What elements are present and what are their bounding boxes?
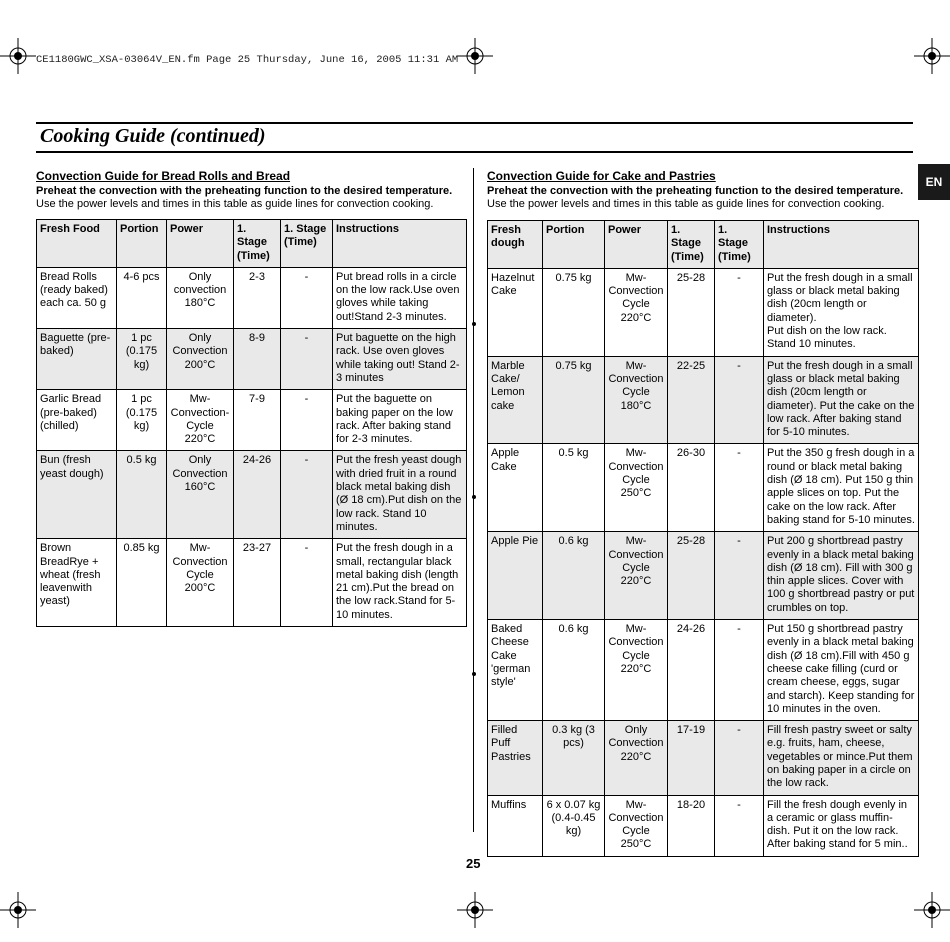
stage-time-cell: - [281,390,333,451]
food-cell: Baked Cheese Cake 'german style' [488,620,543,721]
instructions-cell: Put 150 g shortbread pastry evenly in a black metal baking dish (Ø 18 cm).Fill with 450 g cheese cake filling (curd or cream cheese, eggs, sugar and starch). Keep standing for 10 minutes in the oven. [764,620,919,721]
power-cell: Only Convection 200°C [167,329,234,390]
section-note: Use the power levels and times in this table as guide lines for convection cooking. [36,198,434,210]
stage-time-cell: 26-30 [668,444,715,532]
stage-time-cell: - [715,620,764,721]
column-header: Fresh dough [488,221,543,269]
bread-guide-section [36,169,466,627]
stage-time-cell: 23-27 [234,539,281,627]
stage-time-cell: 17-19 [668,721,715,795]
stage-time-cell: 25-28 [668,532,715,620]
instructions-cell: Put the fresh yeast dough with dried fruit in a round black metal baking dish (Ø 18 cm).Put dish on the low rack. Stand 10 minutes. [333,451,467,539]
power-cell: Mw-Convection Cycle 220°C [605,620,668,721]
language-tab: EN [918,164,950,200]
table-row [488,620,919,721]
bullet-dot [472,322,476,326]
stage-time-cell: - [281,329,333,390]
column-header: Instructions [764,221,919,269]
title-rule [36,122,913,124]
column-header: 1. Stage (Time) [281,220,333,268]
food-cell: Apple Pie [488,532,543,620]
portion-cell: 6 x 0.07 kg (0.4-0.45 kg) [543,795,605,856]
instructions-cell: Put the fresh dough in a small, rectangular black metal baking dish (length 21 cm).Put the bread on the low rack.Stand for 5-10 minutes. [333,539,467,627]
power-cell: Only Convection 160°C [167,451,234,539]
registration-mark-icon [914,892,950,928]
table-row [488,444,919,532]
stage-time-cell: - [715,532,764,620]
title-rule [36,151,913,153]
food-cell: Bread Rolls (ready baked) each ca. 50 g [37,267,117,328]
instructions-cell: Put bread rolls in a circle on the low rack.Use oven gloves while taking out!Stand 2-3 minutes. [333,267,467,328]
food-cell: Hazelnut Cake [488,268,543,356]
table-row [488,268,919,356]
portion-cell: 0.6 kg [543,532,605,620]
stage-time-cell: - [715,356,764,444]
stage-time-cell: - [715,721,764,795]
section-note: Use the power levels and times in this table as guide lines for convection cooking. [487,198,885,210]
column-header: 1. Stage (Time) [234,220,281,268]
stage-time-cell: 24-26 [668,620,715,721]
column-divider [473,168,474,832]
instructions-cell: Put the 350 g fresh dough in a round or black metal baking dish (Ø 18 cm). Put 150 g thin apple slices on top. Put the cake on the low rack. After baking stand for 5-10 minutes. [764,444,919,532]
instructions-cell: Fill the fresh dough evenly in a ceramic or glass muffin-dish. Put it on the low rack. After baking stand for 5 min.. [764,795,919,856]
column-header: Portion [543,221,605,269]
food-cell: Garlic Bread (pre-baked) (chilled) [37,390,117,451]
portion-cell: 1 pc (0.175 kg) [117,390,167,451]
page-number: 25 [466,856,481,871]
power-cell: Mw-Convection Cycle 220°C [605,532,668,620]
stage-time-cell: - [281,267,333,328]
stage-time-cell: - [715,795,764,856]
stage-time-cell: 18-20 [668,795,715,856]
portion-cell: 0.6 kg [543,620,605,721]
table-row [37,539,467,627]
bread-guide-table [36,219,467,627]
stage-time-cell: 22-25 [668,356,715,444]
table-row [37,390,467,451]
power-cell: Mw-Convection Cycle 180°C [605,356,668,444]
column-header: Portion [117,220,167,268]
table-header-row [37,220,467,268]
section-subtitle: Preheat the convection with the preheating function to the desired temperature. [36,185,453,197]
registration-mark-icon [0,892,36,928]
instructions-cell: Put the fresh dough in a small glass or black metal baking dish (20cm length or diameter). Put the cake on the low rack. After baking stand for 5-10 minutes. [764,356,919,444]
table-row [37,329,467,390]
stage-time-cell: 8-9 [234,329,281,390]
stage-time-cell: 2-3 [234,267,281,328]
stage-time-cell: - [281,539,333,627]
food-cell: Baguette (pre-baked) [37,329,117,390]
instructions-cell: Put baguette on the high rack. Use oven gloves while taking out! Stand 2-3 minutes [333,329,467,390]
stage-time-cell: 25-28 [668,268,715,356]
cake-guide-table [487,220,919,857]
power-cell: Mw-Convection Cycle 200°C [167,539,234,627]
portion-cell: 0.5 kg [543,444,605,532]
food-cell: Brown BreadRye + wheat (fresh leavenwith yeast) [37,539,117,627]
power-cell: Mw-Convection-Cycle 220°C [167,390,234,451]
table-row [488,532,919,620]
registration-mark-icon [457,892,493,928]
power-cell: Mw-Convection Cycle 250°C [605,795,668,856]
column-header: 1. Stage (Time) [715,221,764,269]
power-cell: Only convection 180°C [167,267,234,328]
registration-mark-icon [914,38,950,74]
instructions-cell: Put the fresh dough in a small glass or black metal baking dish (20cm length or diameter). Put dish on the low rack. Stand 10 minutes. [764,268,919,356]
section-title: Convection Guide for Cake and Pastries [487,169,716,183]
stage-time-cell: 7-9 [234,390,281,451]
instructions-cell: Put 200 g shortbread pastry evenly in a black metal baking dish (Ø 18 cm). Fill with 300 g thin apple slices. Cover with 100 g shortbread pastry or put crumbles on top. [764,532,919,620]
power-cell: Mw-Convection Cycle 250°C [605,444,668,532]
portion-cell: 4-6 pcs [117,267,167,328]
table-row [37,267,467,328]
portion-cell: 0.3 kg (3 pcs) [543,721,605,795]
bullet-dot [472,672,476,676]
registration-mark-icon [457,38,493,74]
file-header: CE1180GWC_XSA-03064V_EN.fm Page 25 Thursday, June 16, 2005 11:31 AM [36,54,459,66]
portion-cell: 0.75 kg [543,356,605,444]
power-cell: Only Convection 220°C [605,721,668,795]
column-header: Power [167,220,234,268]
food-cell: Filled Puff Pastries [488,721,543,795]
bullet-dot [472,495,476,499]
portion-cell: 1 pc (0.175 kg) [117,329,167,390]
column-header: 1. Stage (Time) [668,221,715,269]
power-cell: Mw-Convection Cycle 220°C [605,268,668,356]
page-title: Cooking Guide (continued) [40,125,266,147]
stage-time-cell: 24-26 [234,451,281,539]
stage-time-cell: - [715,444,764,532]
column-header: Instructions [333,220,467,268]
stage-time-cell: - [715,268,764,356]
food-cell: Muffins [488,795,543,856]
table-row [488,721,919,795]
section-title: Convection Guide for Bread Rolls and Bread [36,169,291,183]
portion-cell: 0.75 kg [543,268,605,356]
cake-guide-section [487,169,918,857]
table-row [37,451,467,539]
instructions-cell: Fill fresh pastry sweet or salty e.g. fruits, ham, cheese, vegetables or mince.Put them on baking paper in a circle on the low rack. [764,721,919,795]
portion-cell: 0.5 kg [117,451,167,539]
portion-cell: 0.85 kg [117,539,167,627]
column-header: Fresh Food [37,220,117,268]
food-cell: Bun (fresh yeast dough) [37,451,117,539]
food-cell: Apple Cake [488,444,543,532]
table-header-row [488,221,919,269]
column-header: Power [605,221,668,269]
registration-mark-icon [0,38,36,74]
food-cell: Marble Cake/ Lemon cake [488,356,543,444]
table-row [488,795,919,856]
stage-time-cell: - [281,451,333,539]
section-subtitle: Preheat the convection with the preheating function to the desired temperature. [487,185,904,197]
instructions-cell: Put the baguette on baking paper on the low rack. After baking stand for 2-3 minutes. [333,390,467,451]
table-row [488,356,919,444]
